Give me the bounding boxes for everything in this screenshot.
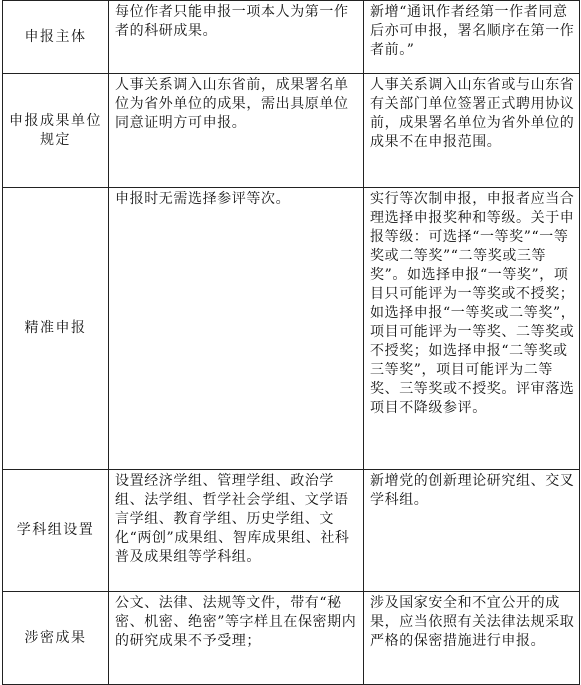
table-row	[3, 470, 580, 592]
row-category: 申报主体	[3, 1, 109, 74]
policy-comparison-table	[2, 0, 580, 685]
row-category: 精准申报	[3, 188, 109, 470]
table-row	[3, 74, 580, 188]
previous-rule-cell: 人事关系调入山东省前，成果署名单位为省外单位的成果，需出具原单位同意证明方可申报。	[109, 74, 364, 188]
new-rule-cell: 新增“通讯作者经第一作者同意后亦可申报，署名顺序在第一作者前。”	[364, 1, 580, 74]
previous-rule-cell: 设置经济学组、管理学组、政治学组、法学组、哲学社会学组、文学语言学组、教育学组、历史学组、文化“两创”成果组、智库成果组、社科普及成果组等学科组。	[109, 470, 364, 592]
new-rule-cell: 新增党的创新理论研究组、交叉学科组。	[364, 470, 580, 592]
new-rule-cell: 涉及国家安全和不宜公开的成果，应当依照有关法律法规采取严格的保密措施进行申报。	[364, 592, 580, 685]
new-rule-cell: 人事关系调入山东省或与山东省有关部门单位签署正式聘用协议前，成果署名单位为省外单位的成果不在申报范围。	[364, 74, 580, 188]
previous-rule-cell: 每位作者只能申报一项本人为第一作者的科研成果。	[109, 1, 364, 74]
new-rule-cell: 实行等次制申报，申报者应当合理选择申报奖种和等级。关于申报等级：可选择“一等奖”“一等奖或二等奖”“二等奖或三等奖”。如选择申报“一等奖”，项目只可能评为一等奖或不授奖；如选择申报“一等奖或二等奖”，项目可能评为一等奖、二等奖或不授奖；如选择申报“二等奖或三等奖”，项目可能评为二等奖、三等奖或不授奖。评审落选项目不降级参评。	[364, 188, 580, 470]
row-category: 学科组设置	[3, 470, 109, 592]
previous-rule-cell: 公文、法律、法规等文件，带有“秘密、机密、绝密”等字样且在保密期内的研究成果不予受理；	[109, 592, 364, 685]
row-category: 申报成果单位规定	[3, 74, 109, 188]
previous-rule-cell: 申报时无需选择参评等次。	[109, 188, 364, 470]
table-row	[3, 188, 580, 470]
row-category: 涉密成果	[3, 592, 109, 685]
table-row	[3, 1, 580, 74]
table-row	[3, 592, 580, 685]
